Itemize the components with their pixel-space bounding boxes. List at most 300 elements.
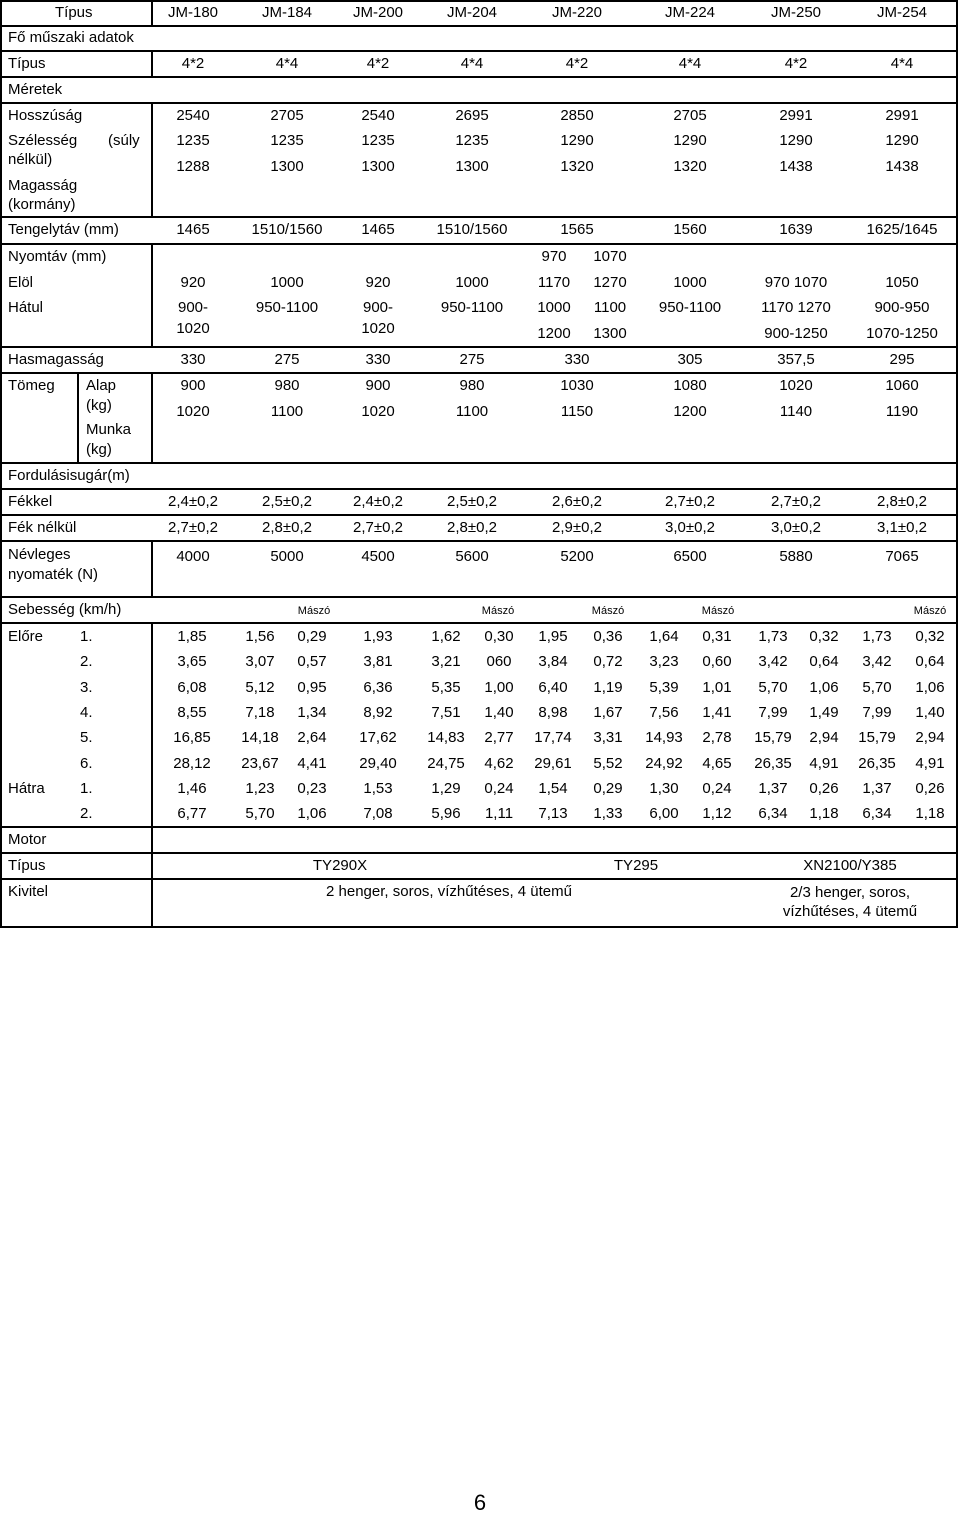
speed-cell: 15,79 bbox=[754, 729, 792, 746]
speed-cell: 5,52 bbox=[593, 755, 623, 772]
speed-cell: 29,61 bbox=[534, 755, 572, 772]
table-border-top bbox=[0, 0, 958, 2]
cell: 1438 bbox=[779, 158, 813, 175]
speed-cell: 1,46 bbox=[177, 780, 207, 797]
cell: 5600 bbox=[455, 548, 489, 565]
label-column-divider bbox=[151, 622, 153, 928]
speed-cell: 23,67 bbox=[241, 755, 279, 772]
speed-cell: 4,41 bbox=[297, 755, 327, 772]
cell: 1100 bbox=[593, 299, 627, 316]
cell: 330 bbox=[365, 351, 391, 368]
section-heading: Fő műszaki adatok bbox=[8, 29, 134, 46]
cell: 1438 bbox=[885, 158, 919, 175]
speed-cell: 3,23 bbox=[649, 653, 679, 670]
cell: 1020 bbox=[361, 403, 395, 420]
speed-cell: 6,00 bbox=[649, 805, 679, 822]
speed-cell: 0,60 bbox=[702, 653, 732, 670]
cell: 2,9±0,2 bbox=[552, 519, 602, 536]
speed-cell: 3,07 bbox=[245, 653, 275, 670]
cell: 1100 bbox=[455, 403, 489, 420]
section-heading: Méretek bbox=[8, 81, 63, 98]
cell: 1050 bbox=[885, 274, 919, 291]
cell: 980 bbox=[459, 377, 485, 394]
cell: 7065 bbox=[885, 548, 919, 565]
direction-label: Előre bbox=[8, 628, 44, 645]
cell: 1320 bbox=[560, 158, 594, 175]
speed-cell: 1,95 bbox=[538, 628, 568, 645]
speed-cell: 3,21 bbox=[431, 653, 461, 670]
speed-cell: 3,42 bbox=[758, 653, 788, 670]
cell: 980 bbox=[274, 377, 300, 394]
speed-cell: 6,40 bbox=[538, 679, 568, 696]
table-divider bbox=[0, 76, 958, 78]
maszo-label: Mászó bbox=[481, 605, 515, 617]
row-label-cont: (kormány) bbox=[8, 196, 76, 213]
row-label: Szélesség bbox=[8, 132, 78, 149]
table-divider bbox=[0, 462, 958, 464]
cell: 970 1070 bbox=[764, 274, 828, 291]
cell: 950-1100 bbox=[658, 299, 722, 316]
page-number: 6 bbox=[473, 1490, 487, 1515]
cell: 1020 bbox=[176, 403, 210, 420]
speed-cell: 0,64 bbox=[915, 653, 945, 670]
cell: 2,4±0,2 bbox=[353, 493, 403, 510]
cell: 2540 bbox=[361, 107, 395, 124]
cell: 900 bbox=[365, 377, 391, 394]
speed-cell: 7,56 bbox=[649, 704, 679, 721]
cell: 1560 bbox=[673, 221, 707, 238]
cell: 1060 bbox=[885, 377, 919, 394]
table-divider bbox=[0, 622, 958, 624]
cell: 1288 bbox=[176, 158, 210, 175]
cell: 4*2 bbox=[565, 55, 589, 72]
speed-cell: 1,41 bbox=[702, 704, 732, 721]
cell: 330 bbox=[180, 351, 206, 368]
speed-cell: 1,37 bbox=[758, 780, 788, 797]
row-label: Fordulásisugár(m) bbox=[8, 467, 130, 484]
table-divider bbox=[0, 216, 958, 218]
row-label: Hátul bbox=[8, 299, 44, 316]
speed-cell: 26,35 bbox=[858, 755, 896, 772]
cell: 4*4 bbox=[275, 55, 299, 72]
cell: 1200 bbox=[673, 403, 707, 420]
model-header: JM-250 bbox=[770, 4, 822, 21]
table-divider bbox=[0, 878, 958, 880]
cell: 900- bbox=[177, 299, 209, 316]
speed-cell: 15,79 bbox=[858, 729, 896, 746]
speed-cell: 4,65 bbox=[702, 755, 732, 772]
speed-cell: 4,91 bbox=[809, 755, 839, 772]
speed-cell: 1,56 bbox=[245, 628, 275, 645]
speed-cell: 28,12 bbox=[173, 755, 211, 772]
speed-cell: 1,06 bbox=[809, 679, 839, 696]
speed-cell: 7,13 bbox=[538, 805, 568, 822]
speed-cell: 1,00 bbox=[484, 679, 514, 696]
cell: 1190 bbox=[885, 403, 919, 420]
table-divider bbox=[0, 596, 958, 598]
row-label-cont: nyomaték (N) bbox=[8, 566, 99, 583]
cell: 2,5±0,2 bbox=[262, 493, 312, 510]
table-divider bbox=[0, 102, 958, 104]
speed-cell: 17,74 bbox=[534, 729, 572, 746]
speed-cell: 0,26 bbox=[915, 780, 945, 797]
sub-label-unit: (kg) bbox=[86, 397, 112, 414]
header-label: Típus bbox=[55, 4, 93, 21]
maszo-label: Mászó bbox=[913, 605, 947, 617]
speed-cell: 1,40 bbox=[484, 704, 514, 721]
model-header: JM-204 bbox=[446, 4, 498, 21]
cell: 1290 bbox=[673, 132, 707, 149]
cell: 2,8±0,2 bbox=[262, 519, 312, 536]
model-header: JM-254 bbox=[876, 4, 928, 21]
model-header: JM-200 bbox=[352, 4, 404, 21]
speed-cell: 0,95 bbox=[297, 679, 327, 696]
speed-cell: 0,24 bbox=[702, 780, 732, 797]
speed-cell: 6,08 bbox=[177, 679, 207, 696]
row-label: Fékkel bbox=[8, 493, 53, 510]
engine-type: TY290X bbox=[312, 857, 368, 874]
table-divider bbox=[0, 852, 958, 854]
speed-cell: 0,64 bbox=[809, 653, 839, 670]
gear-label: 4. bbox=[80, 704, 93, 721]
cell: 1000 bbox=[270, 274, 304, 291]
table-border-bottom bbox=[0, 926, 958, 928]
model-header: JM-180 bbox=[167, 4, 219, 21]
cell: 1270 bbox=[593, 274, 627, 291]
row-label: Hasmagasság bbox=[8, 351, 104, 368]
row-label: Elöl bbox=[8, 274, 34, 291]
cell: 330 bbox=[564, 351, 590, 368]
cell: 1080 bbox=[673, 377, 707, 394]
speed-cell: 7,51 bbox=[431, 704, 461, 721]
sub-label: Alap bbox=[86, 377, 117, 394]
speed-cell: 6,34 bbox=[758, 805, 788, 822]
cell: 1000 bbox=[673, 274, 707, 291]
cell: 4*2 bbox=[366, 55, 390, 72]
table-divider bbox=[0, 514, 958, 516]
label-column-divider bbox=[151, 372, 153, 463]
speed-cell: 2,94 bbox=[915, 729, 945, 746]
cell: 295 bbox=[889, 351, 915, 368]
cell: 4*4 bbox=[890, 55, 914, 72]
cell: 1140 bbox=[779, 403, 813, 420]
cell: 1300 bbox=[455, 158, 489, 175]
speed-cell: 29,40 bbox=[359, 755, 397, 772]
speed-cell: 14,93 bbox=[645, 729, 683, 746]
cell: 1300 bbox=[593, 325, 627, 342]
gear-label: 5. bbox=[80, 729, 93, 746]
speed-cell: 1,12 bbox=[702, 805, 732, 822]
maszo-label: Mászó bbox=[297, 605, 331, 617]
gear-label: 1. bbox=[80, 780, 93, 797]
gear-label: 2. bbox=[80, 805, 93, 822]
table-border-left bbox=[0, 0, 2, 928]
speed-cell: 1,54 bbox=[538, 780, 568, 797]
speed-cell: 1,23 bbox=[245, 780, 275, 797]
engine-type: XN2100/Y385 bbox=[803, 857, 897, 874]
row-label: Típus bbox=[8, 857, 46, 874]
cell: 1200 bbox=[537, 325, 571, 342]
table-divider bbox=[0, 540, 958, 542]
cell: 3,0±0,2 bbox=[665, 519, 715, 536]
cell: 920 bbox=[365, 274, 391, 291]
speed-cell: 8,98 bbox=[538, 704, 568, 721]
cell: 1235 bbox=[361, 132, 395, 149]
cell: 950-1100 bbox=[255, 299, 319, 316]
speed-cell: 1,40 bbox=[915, 704, 945, 721]
speed-cell: 0,30 bbox=[484, 628, 514, 645]
cell: 1070-1250 bbox=[866, 325, 938, 342]
gear-label: 6. bbox=[80, 755, 93, 772]
cell: 2,7±0,2 bbox=[665, 493, 715, 510]
cell: 4500 bbox=[361, 548, 395, 565]
sub-label-unit: (kg) bbox=[86, 441, 112, 458]
speed-cell: 0,57 bbox=[297, 653, 327, 670]
speed-cell: 1,62 bbox=[431, 628, 461, 645]
speed-cell: 8,55 bbox=[177, 704, 207, 721]
row-label: Hosszúság bbox=[8, 107, 83, 124]
cell: 4*4 bbox=[460, 55, 484, 72]
speed-cell: 0,29 bbox=[297, 628, 327, 645]
speed-cell: 0,72 bbox=[593, 653, 623, 670]
row-label-cont: nélkül) bbox=[8, 151, 53, 168]
model-header: JM-220 bbox=[551, 4, 603, 21]
cell: 1290 bbox=[560, 132, 594, 149]
speed-cell: 1,93 bbox=[363, 628, 393, 645]
cell: 2,7±0,2 bbox=[771, 493, 821, 510]
cell: 970 bbox=[541, 248, 567, 265]
speed-cell: 5,70 bbox=[758, 679, 788, 696]
speed-cell: 0,36 bbox=[593, 628, 623, 645]
speed-cell: 1,18 bbox=[915, 805, 945, 822]
cell: 1320 bbox=[673, 158, 707, 175]
speed-cell: 1,64 bbox=[649, 628, 679, 645]
cell: 1020 bbox=[779, 377, 813, 394]
speed-cell: 6,36 bbox=[363, 679, 393, 696]
speed-cell: 1,33 bbox=[593, 805, 623, 822]
speed-cell: 5,39 bbox=[649, 679, 679, 696]
cell: 2705 bbox=[673, 107, 707, 124]
label-column-divider bbox=[151, 243, 153, 347]
cell: 1300 bbox=[361, 158, 395, 175]
row-label: Magasság bbox=[8, 177, 78, 194]
speed-cell: 1,18 bbox=[809, 805, 839, 822]
speed-cell: 5,12 bbox=[245, 679, 275, 696]
cell: 1465 bbox=[361, 221, 395, 238]
cell: 1235 bbox=[176, 132, 210, 149]
label-column-divider bbox=[151, 102, 153, 217]
speed-cell: 7,99 bbox=[758, 704, 788, 721]
speed-cell: 0,23 bbox=[297, 780, 327, 797]
speed-cell: 24,75 bbox=[427, 755, 465, 772]
table-divider bbox=[0, 50, 958, 52]
cell: 2,6±0,2 bbox=[552, 493, 602, 510]
speed-cell: 1,53 bbox=[363, 780, 393, 797]
speed-cell: 2,78 bbox=[702, 729, 732, 746]
speed-cell: 5,96 bbox=[431, 805, 461, 822]
engine-design: vízhűtéses, 4 ütemű bbox=[782, 903, 918, 920]
cell: 5000 bbox=[270, 548, 304, 565]
cell: 1565 bbox=[560, 221, 594, 238]
speed-cell: 26,35 bbox=[754, 755, 792, 772]
cell: 1000 bbox=[455, 274, 489, 291]
cell: 1290 bbox=[885, 132, 919, 149]
row-label: Kivitel bbox=[8, 883, 49, 900]
speed-cell: 1,01 bbox=[702, 679, 732, 696]
speed-cell: 1,19 bbox=[593, 679, 623, 696]
tomeg-subcolumn-divider bbox=[77, 372, 79, 463]
cell: 1000 bbox=[537, 299, 571, 316]
cell: 1625/1645 bbox=[866, 221, 938, 238]
table-divider bbox=[0, 25, 958, 27]
table-divider bbox=[0, 488, 958, 490]
cell: 4000 bbox=[176, 548, 210, 565]
cell: 1639 bbox=[779, 221, 813, 238]
maszo-label: Mászó bbox=[591, 605, 625, 617]
cell: 6500 bbox=[673, 548, 707, 565]
gear-label: 2. bbox=[80, 653, 93, 670]
cell: 1170 bbox=[537, 274, 571, 291]
speed-cell: 1,37 bbox=[862, 780, 892, 797]
speed-cell: 7,99 bbox=[862, 704, 892, 721]
cell: 275 bbox=[274, 351, 300, 368]
table-divider bbox=[0, 346, 958, 348]
speed-cell: 1,85 bbox=[177, 628, 207, 645]
model-header: JM-224 bbox=[664, 4, 716, 21]
row-label: Nyomtáv (mm) bbox=[8, 248, 107, 265]
speed-cell: 7,18 bbox=[245, 704, 275, 721]
engine-design: 2 henger, soros, vízhűtéses, 4 ütemű bbox=[326, 883, 572, 900]
speed-cell: 2,94 bbox=[809, 729, 839, 746]
speed-cell: 5,70 bbox=[862, 679, 892, 696]
cell: 1235 bbox=[270, 132, 304, 149]
cell: 1300 bbox=[270, 158, 304, 175]
speed-cell: 8,92 bbox=[363, 704, 393, 721]
row-label: Tengelytáv (mm) bbox=[8, 221, 119, 238]
cell: 900-950 bbox=[874, 299, 930, 316]
maszo-label: Mászó bbox=[701, 605, 735, 617]
cell: 1465 bbox=[176, 221, 210, 238]
cell: 2991 bbox=[779, 107, 813, 124]
cell: 1510/1560 bbox=[251, 221, 323, 238]
cell: 2,8±0,2 bbox=[877, 493, 927, 510]
engine-design: 2/3 henger, soros, bbox=[789, 884, 911, 901]
speed-cell: 6,77 bbox=[177, 805, 207, 822]
table-divider bbox=[0, 243, 958, 245]
speed-cell: 1,29 bbox=[431, 780, 461, 797]
row-label: Fék nélkül bbox=[8, 519, 77, 536]
cell: 5200 bbox=[560, 548, 594, 565]
cell: 1070 bbox=[593, 248, 627, 265]
speed-cell: 4,62 bbox=[484, 755, 514, 772]
speed-cell: 0,29 bbox=[593, 780, 623, 797]
cell: 1170 1270 bbox=[761, 299, 831, 316]
cell: 2,7±0,2 bbox=[353, 519, 403, 536]
cell: 2850 bbox=[560, 107, 594, 124]
cell: 4*2 bbox=[181, 55, 205, 72]
section-heading: Motor bbox=[8, 831, 47, 848]
cell: 2991 bbox=[885, 107, 919, 124]
speed-cell: 16,85 bbox=[173, 729, 211, 746]
speed-cell: 1,11 bbox=[484, 805, 514, 822]
cell: 1150 bbox=[560, 403, 594, 420]
speed-cell: 7,08 bbox=[363, 805, 393, 822]
speed-cell: 0,24 bbox=[484, 780, 514, 797]
direction-label: Hátra bbox=[8, 780, 45, 797]
row-label: Típus bbox=[8, 55, 46, 72]
cell: 1100 bbox=[270, 403, 304, 420]
cell: 2,5±0,2 bbox=[447, 493, 497, 510]
speed-cell: 3,65 bbox=[177, 653, 207, 670]
cell: 900-1250 bbox=[764, 325, 828, 342]
speed-cell: 1,73 bbox=[758, 628, 788, 645]
cell: 920 bbox=[180, 274, 206, 291]
row-label-note: (súly bbox=[108, 132, 140, 149]
gear-label: 3. bbox=[80, 679, 93, 696]
speed-cell: 24,92 bbox=[645, 755, 683, 772]
table-divider bbox=[0, 826, 958, 828]
speed-cell: 1,49 bbox=[809, 704, 839, 721]
cell: 1020 bbox=[176, 320, 210, 337]
speed-cell: 1,34 bbox=[297, 704, 327, 721]
row-label: Tömeg bbox=[8, 377, 55, 394]
speed-cell: 1,67 bbox=[593, 704, 623, 721]
cell: 357,5 bbox=[777, 351, 815, 368]
cell: 5880 bbox=[779, 548, 813, 565]
speed-cell: 3,31 bbox=[593, 729, 623, 746]
table-border-right bbox=[956, 0, 958, 928]
table-divider bbox=[0, 372, 958, 374]
row-label: Névleges bbox=[8, 546, 71, 563]
sub-label: Munka bbox=[86, 421, 132, 438]
cell: 1290 bbox=[779, 132, 813, 149]
speed-cell: 6,34 bbox=[862, 805, 892, 822]
speed-cell: 3,42 bbox=[862, 653, 892, 670]
speed-cell: 1,06 bbox=[297, 805, 327, 822]
speed-cell: 1,73 bbox=[862, 628, 892, 645]
cell: 2540 bbox=[176, 107, 210, 124]
cell: 950-1100 bbox=[440, 299, 504, 316]
speed-cell: 3,84 bbox=[538, 653, 568, 670]
speed-cell: 0,26 bbox=[809, 780, 839, 797]
cell: 3,0±0,2 bbox=[771, 519, 821, 536]
model-header: JM-184 bbox=[261, 4, 313, 21]
speed-cell: 5,35 bbox=[431, 679, 461, 696]
cell: 2,4±0,2 bbox=[168, 493, 218, 510]
cell: 3,1±0,2 bbox=[877, 519, 927, 536]
cell: 1235 bbox=[455, 132, 489, 149]
cell: 305 bbox=[677, 351, 703, 368]
cell: 1030 bbox=[560, 377, 594, 394]
cell: 2,7±0,2 bbox=[168, 519, 218, 536]
label-column-divider bbox=[151, 540, 153, 597]
speed-cell: 1,06 bbox=[915, 679, 945, 696]
cell: 1020 bbox=[361, 320, 395, 337]
cell: 2695 bbox=[455, 107, 489, 124]
speed-cell: 2,64 bbox=[297, 729, 327, 746]
speed-cell: 14,83 bbox=[427, 729, 465, 746]
speed-cell: 4,91 bbox=[915, 755, 945, 772]
row-label: Sebesség (km/h) bbox=[8, 601, 122, 618]
cell: 1510/1560 bbox=[436, 221, 508, 238]
cell: 4*4 bbox=[678, 55, 702, 72]
engine-type: TY295 bbox=[613, 857, 659, 874]
cell: 4*2 bbox=[784, 55, 808, 72]
speed-cell: 1,30 bbox=[649, 780, 679, 797]
speed-cell: 0,32 bbox=[809, 628, 839, 645]
speed-cell: 3,81 bbox=[363, 653, 393, 670]
cell: 900- bbox=[362, 299, 394, 316]
